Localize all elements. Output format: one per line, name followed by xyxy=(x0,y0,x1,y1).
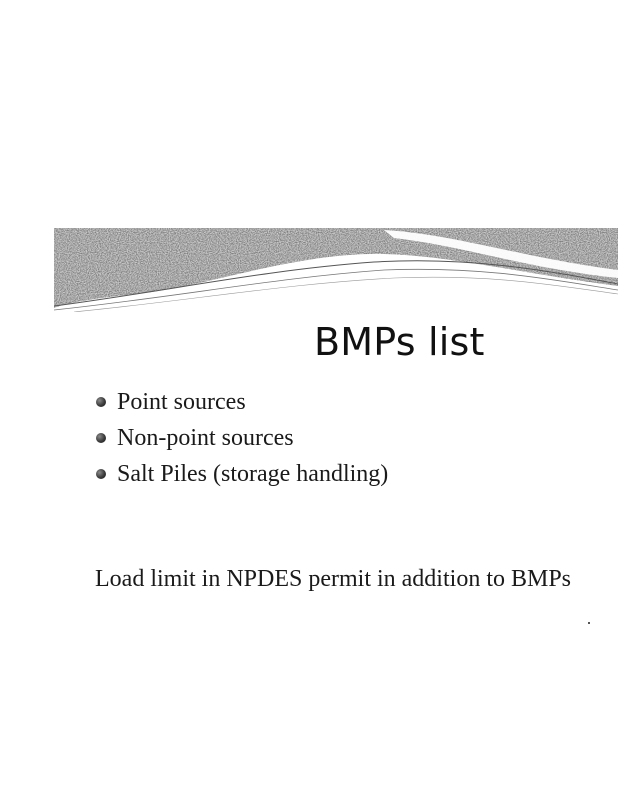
bullet-icon xyxy=(96,397,106,407)
list-item xyxy=(96,456,388,492)
slide-note: Load limit in NPDES permit in addition to BMPs xyxy=(95,566,572,592)
scan-speck xyxy=(588,622,590,624)
list-item xyxy=(96,420,388,456)
slide-title: BMPs list xyxy=(314,320,485,364)
list-item xyxy=(96,384,388,420)
bullet-list xyxy=(96,384,388,492)
bullet-icon xyxy=(96,433,106,443)
bullet-text: Salt Piles (storage handling) xyxy=(117,460,389,487)
bullet-text: Non-point sources xyxy=(117,424,294,451)
decorative-wave-banner xyxy=(54,228,618,312)
bullet-icon xyxy=(96,469,106,479)
bullet-text: Point sources xyxy=(117,388,246,415)
